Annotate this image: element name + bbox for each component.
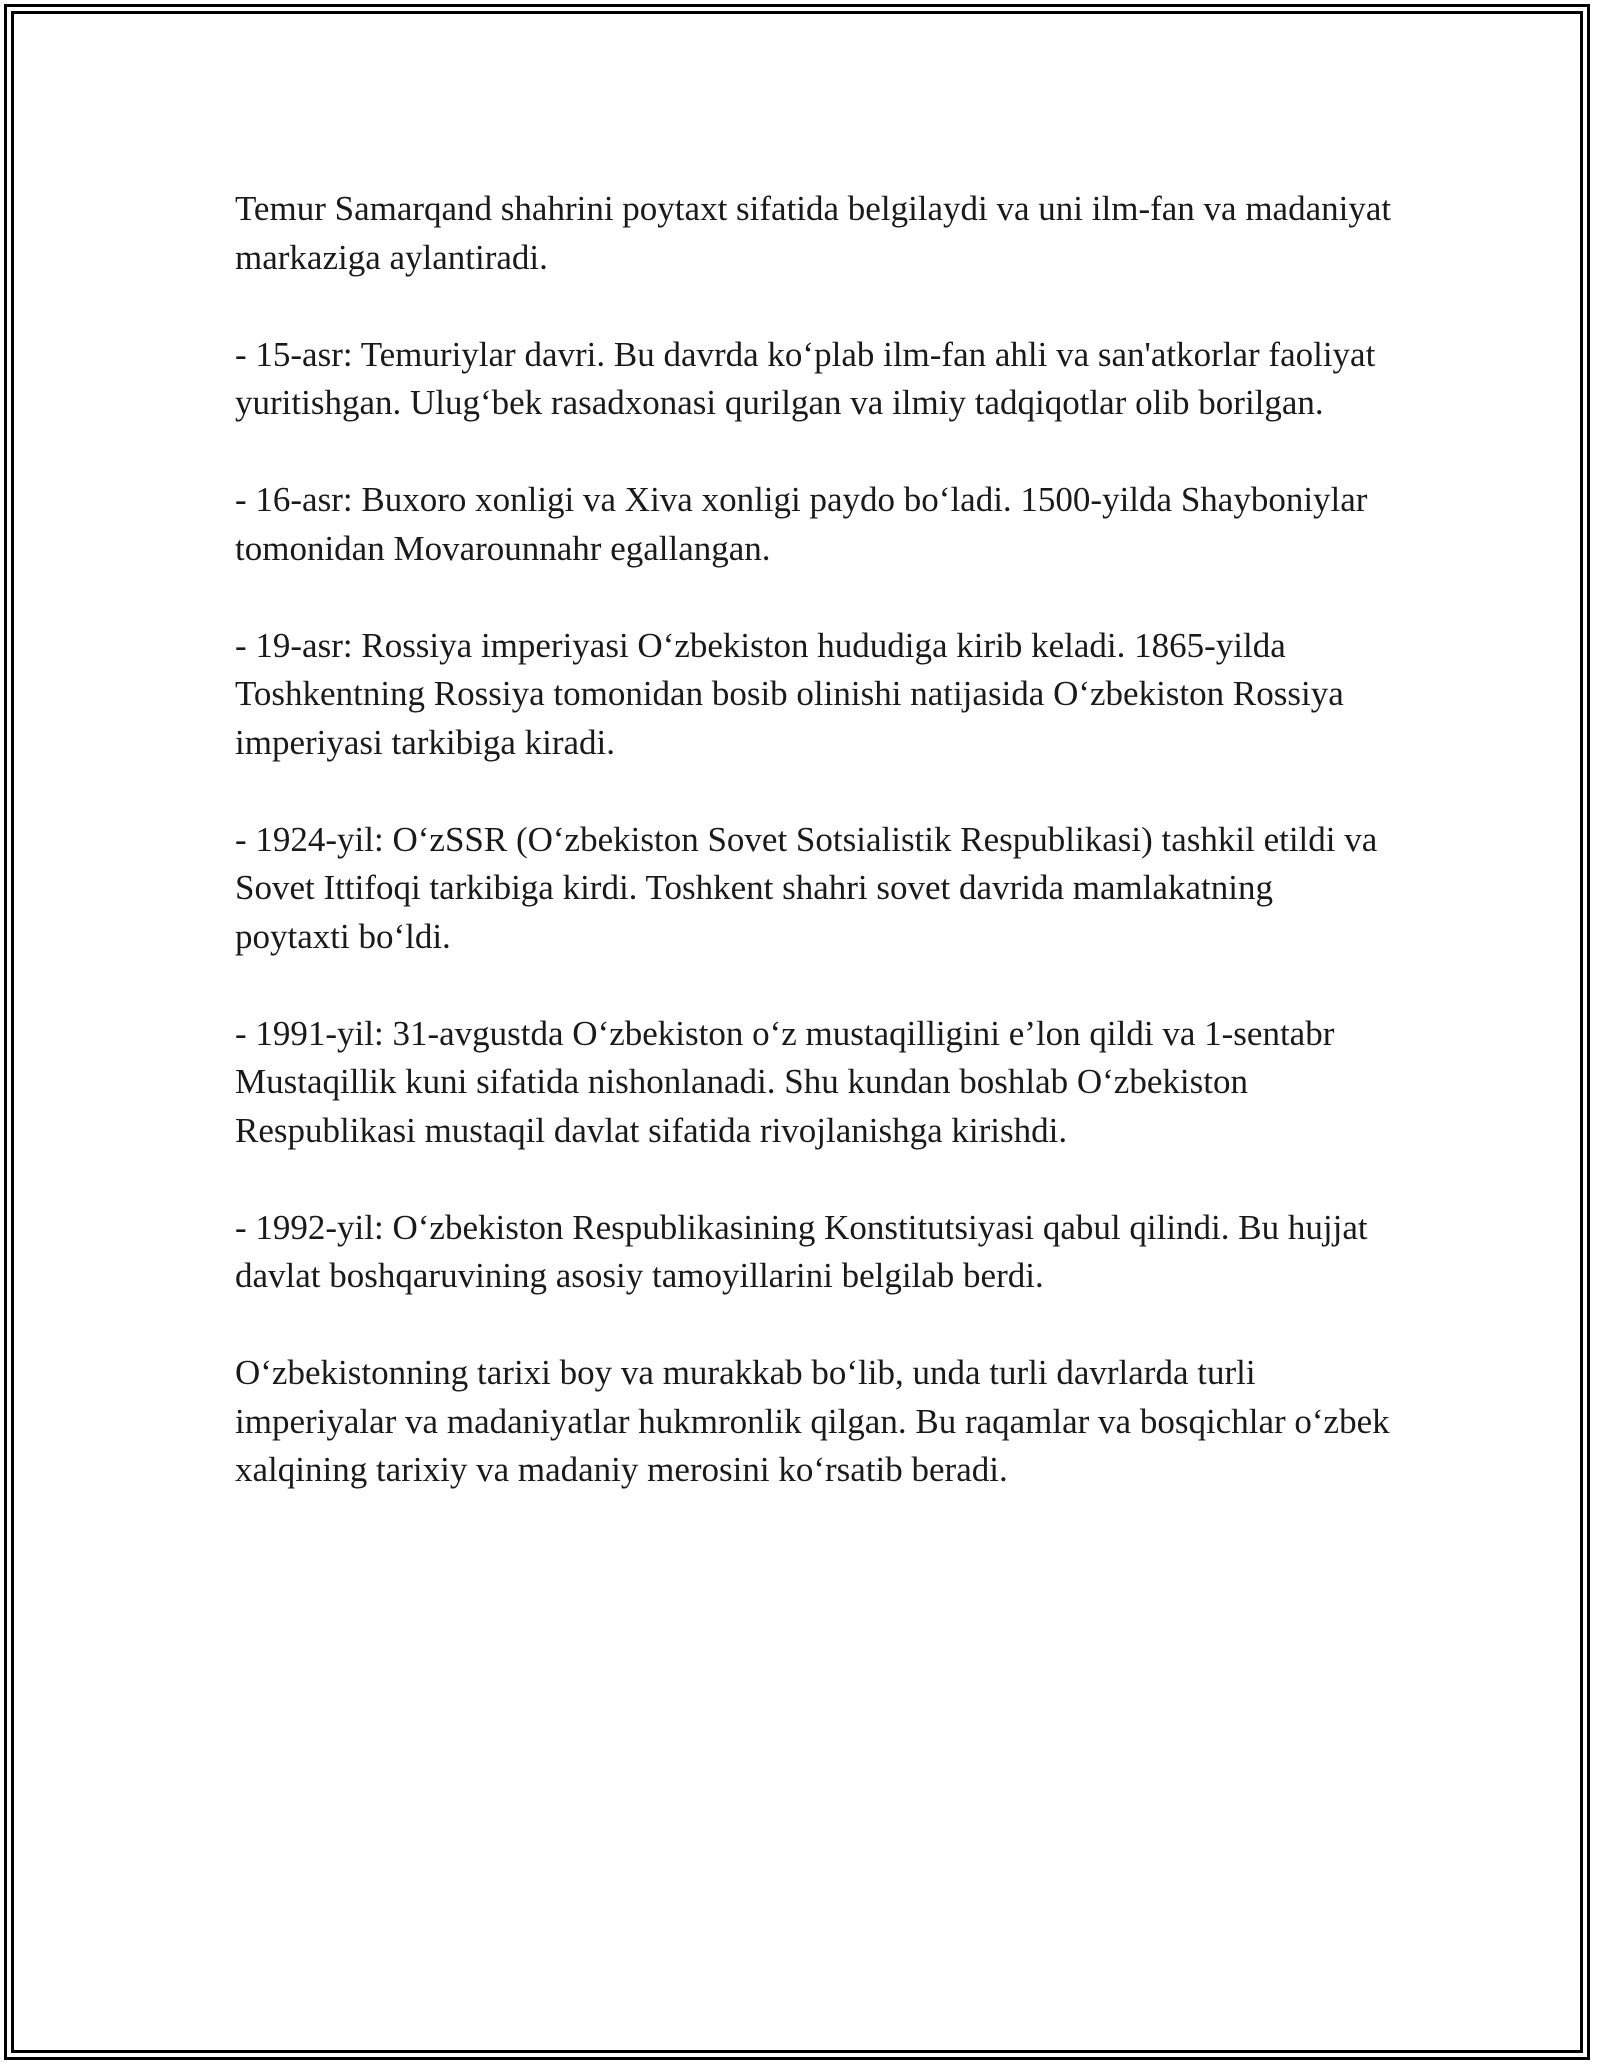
paragraph-16th-century: - 16-asr: Buxoro xonligi va Xiva xonligi paydo bo‘ladi. 1500-yilda Shayboniylar tomonidan Movarounnahr egallangan. [235, 480, 1368, 568]
paragraph-1992: - 1992-yil: O‘zbekiston Respublikasining Konstitutsiyasi qabul qilindi. Bu hujjat davlat boshqaruvining asosiy tamoyillarini belgilab berdi. [235, 1207, 1368, 1295]
paragraph-15th-century: - 15-asr: Temuriylar davri. Bu davrda ko‘plab ilm-fan ahli va san'atkorlar faoliyat yuritishgan. Ulug‘bek rasadxonasi qurilgan va ilmiy tadqiqotlar olib borilgan. [235, 334, 1376, 422]
paragraph-intro: Temur Samarqand shahrini poytaxt sifatida belgilaydi va uni ilm-fan va madaniyat markaziga aylantiradi. [235, 189, 1392, 277]
paragraph-conclusion: O‘zbekistonning tarixi boy va murakkab bo‘lib, unda turli davrlarda turli imperiyalar va madaniyatlar hukmronlik qilgan. Bu raqamlar va bosqichlar o‘zbek xalqining tarixiy va madaniy merosini ko‘rsatib beradi. [235, 1353, 1390, 1489]
paragraph-1991: - 1991-yil: 31-avgustda O‘zbekiston o‘z mustaqilligini e’lon qildi va 1-sentabr Mustaqillik kuni sifatida nishonlanadi. Shu kundan boshlab O‘zbekiston Respublikasi mustaqil davlat sifatida rivojlanishga kirishdi. [235, 1013, 1335, 1150]
paragraph-19th-century: - 19-asr: Rossiya imperiyasi O‘zbekiston hududiga kirib keladi. 1865-yilda Toshkentning Rossiya tomonidan bosib olinishi natijasida O‘zbekiston Rossiya imperiyasi tarkibiga kiradi. [235, 625, 1344, 762]
document-body [235, 185, 1395, 1543]
paragraph-1924: - 1924-yil: O‘zSSR (O‘zbekiston Sovet Sotsialistik Respublikasi) tashkil etildi va Sovet Ittifoqi tarkibiga kirdi. Toshkent shahri sovet davrida mamlakatning poytaxti bo‘ldi. [235, 819, 1378, 956]
